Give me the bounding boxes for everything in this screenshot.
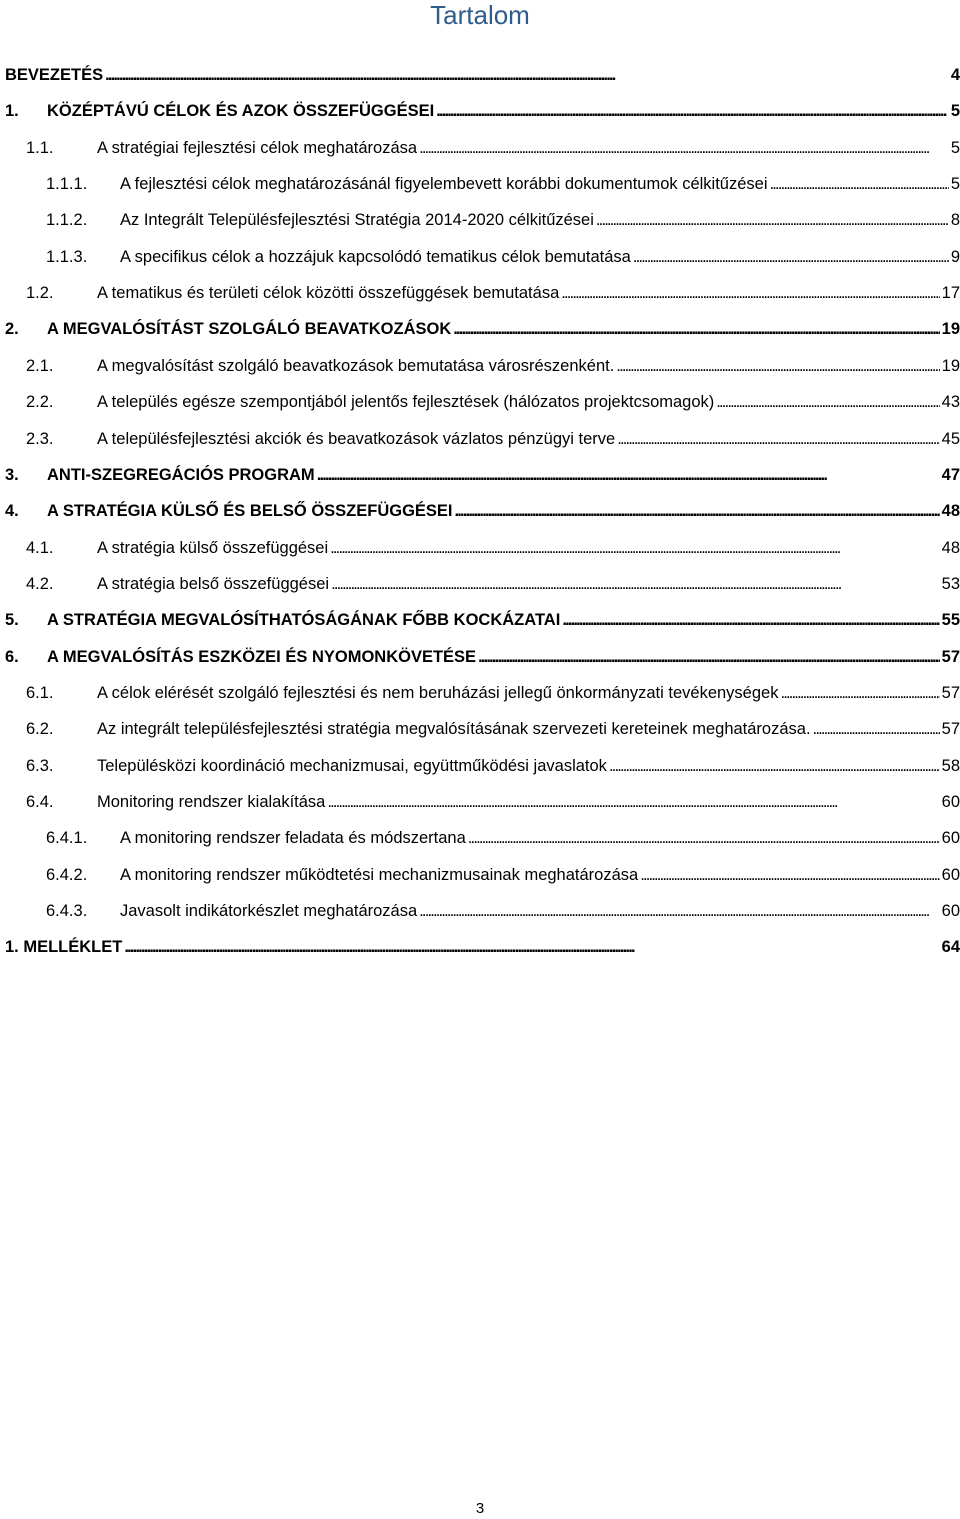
toc-entry-page: 8 [950, 211, 960, 229]
toc-leader [436, 100, 949, 122]
toc-entry[interactable] [46, 242, 960, 268]
toc-entry[interactable] [26, 133, 960, 159]
toc-leader [780, 682, 939, 704]
toc-entry-page: 60 [941, 793, 960, 811]
toc-entry-number: 6.2. [26, 720, 54, 738]
toc-leader [124, 936, 939, 958]
toc-entry-text: 1. MELLÉKLET [5, 938, 123, 956]
toc-entry-number: 6.3. [26, 757, 54, 775]
toc-entry-text: Javasolt indikátorkészlet meghatározása [120, 902, 418, 920]
toc-entry-number: 6.4. [26, 793, 54, 811]
toc-entry-page: 5 [950, 175, 960, 193]
toc-entry-text: Településközi koordináció mechanizmusai, együttműködési javaslatok [97, 757, 607, 775]
toc-entry-number: 4.1. [26, 539, 54, 557]
toc-leader [478, 646, 940, 668]
toc-entry-number: 5. [5, 611, 19, 629]
toc-entry[interactable] [26, 751, 960, 777]
toc-entry[interactable] [46, 860, 960, 886]
toc-leader [609, 755, 940, 777]
toc-entry[interactable] [26, 351, 960, 377]
toc-entry[interactable] [5, 314, 960, 340]
toc-entry-text: BEVEZETÉS [5, 66, 104, 84]
toc-entry-text: A specifikus célok a hozzájuk kapcsolódó tematikus célok bemutatása [120, 248, 631, 266]
toc-entry[interactable] [5, 460, 960, 486]
toc-entry-text: Az integrált településfejlesztési stratégia megvalósításának szervezeti kereteinek meghatározása. [97, 720, 811, 738]
toc-entry[interactable] [46, 823, 960, 849]
toc-entry-page: 5 [950, 102, 960, 120]
toc-entry-text: Az Integrált Településfejlesztési Stratégia 2014-2020 célkitűzései [120, 211, 594, 229]
toc-entry-number: 6.4.3. [46, 902, 88, 920]
toc-entry-text: A célok elérését szolgáló fejlesztési és nem beruházási jellegű önkormányzati tevékenységek [97, 684, 779, 702]
toc-entry-page: 55 [941, 611, 960, 629]
toc-entry[interactable] [5, 96, 960, 122]
toc-entry[interactable] [26, 678, 960, 704]
toc-leader [468, 827, 940, 849]
toc-leader [770, 173, 949, 195]
toc-entry[interactable] [5, 642, 960, 668]
toc-entry-text: A település egésze szempontjából jelentős fejlesztések (hálózatos projektcsomagok) [97, 393, 715, 411]
toc-entry[interactable] [26, 714, 960, 740]
toc-leader [105, 64, 949, 86]
toc-entry[interactable] [5, 60, 960, 86]
toc-leader [813, 718, 940, 740]
toc-entry[interactable] [5, 496, 960, 522]
toc-entry-number: 1.2. [26, 284, 54, 302]
toc-entry-page: 9 [950, 248, 960, 266]
toc-entry-text: A megvalósítást szolgáló beavatkozások bemutatása városrészenként. [97, 357, 615, 375]
toc-entry-number: 1.1.1. [46, 175, 88, 193]
toc-leader [331, 573, 940, 595]
toc-leader [562, 609, 939, 631]
toc-entry-page: 48 [941, 539, 960, 557]
toc-entry-text: A stratégia külső összefüggései [97, 539, 329, 557]
toc-entry-page: 47 [941, 466, 960, 484]
toc-entry-page: 57 [941, 684, 960, 702]
toc-entry-number: 2.1. [26, 357, 54, 375]
toc-entry-page: 19 [941, 357, 960, 375]
toc-entry-number: 2.3. [26, 430, 54, 448]
toc-leader [716, 391, 939, 413]
toc-leader [455, 500, 940, 522]
toc-entry[interactable] [46, 205, 960, 231]
toc-entry-page: 64 [941, 938, 960, 956]
toc-entry[interactable] [26, 387, 960, 413]
toc-entry[interactable] [26, 569, 960, 595]
toc-entry[interactable] [46, 169, 960, 195]
toc-entry-text: A stratégia belső összefüggései [97, 575, 330, 593]
toc-entry-number: 1. [5, 102, 19, 120]
toc-entry-text: KÖZÉPTÁVÚ CÉLOK ÉS AZOK ÖSSZEFÜGGÉSEI [47, 102, 435, 120]
toc-entry-page: 19 [941, 320, 960, 338]
toc-entry-number: 1.1. [26, 139, 54, 157]
toc-entry-page: 60 [941, 902, 960, 920]
toc-title: Tartalom [430, 0, 530, 30]
toc-entry-text: A STRATÉGIA MEGVALÓSÍTHATÓSÁGÁNAK FŐBB KOCKÁZATAI [47, 611, 561, 629]
toc-entry-page: 5 [950, 139, 960, 157]
toc-entry-number: 4.2. [26, 575, 54, 593]
toc-entry-text: Monitoring rendszer kialakítása [97, 793, 326, 811]
toc-entry-page: 45 [941, 430, 960, 448]
toc-entry-number: 1.1.2. [46, 211, 88, 229]
toc-entry-page: 57 [941, 648, 960, 666]
toc-entry-number: 2. [5, 320, 19, 338]
toc-entry-page: 60 [941, 866, 960, 884]
toc-entry-text: A monitoring rendszer működtetési mechanizmusainak meghatározása [120, 866, 639, 884]
toc-entry-text: A MEGVALÓSÍTÁS ESZKÖZEI ÉS NYOMONKÖVETÉSE [47, 648, 477, 666]
toc-entry-number: 1.1.3. [46, 248, 88, 266]
toc-leader [561, 282, 939, 304]
toc-leader [453, 318, 939, 340]
toc-entry-number: 3. [5, 466, 19, 484]
toc-entry[interactable] [5, 605, 960, 631]
toc-entry-number: 4. [5, 502, 19, 520]
toc-entry-number: 2.2. [26, 393, 54, 411]
toc-entry-page: 4 [950, 66, 960, 84]
toc-entry-text: A fejlesztési célok meghatározásánál figyelembevett korábbi dokumentumok célkitűzései [120, 175, 768, 193]
toc-entry-number: 6.4.2. [46, 866, 88, 884]
toc-entry-text: A MEGVALÓSÍTÁST SZOLGÁLÓ BEAVATKOZÁSOK [47, 320, 452, 338]
toc-entry-page: 58 [941, 757, 960, 775]
toc-leader [419, 900, 939, 922]
toc-leader [330, 537, 940, 559]
toc-entry[interactable] [26, 533, 960, 559]
page-number: 3 [475, 1500, 485, 1517]
toc-entry-text: A tematikus és területi célok közötti összefüggések bemutatása [97, 284, 560, 302]
toc-leader [327, 791, 939, 813]
toc-entry-page: 60 [941, 829, 960, 847]
toc-entry-number: 6. [5, 648, 19, 666]
toc-entry[interactable] [26, 787, 960, 813]
toc-entry-page: 53 [941, 575, 960, 593]
toc-leader [317, 464, 940, 486]
toc-entry[interactable] [46, 896, 960, 922]
toc-leader [633, 246, 949, 268]
toc-entry-text: ANTI-SZEGREGÁCIÓS PROGRAM [47, 466, 315, 484]
toc-entry-number: 6.4.1. [46, 829, 88, 847]
toc-entry-page: 48 [941, 502, 960, 520]
toc-entry-page: 17 [941, 284, 960, 302]
toc-leader [617, 428, 939, 450]
toc-entry-text: A STRATÉGIA KÜLSŐ ÉS BELSŐ ÖSSZEFÜGGÉSEI [47, 502, 453, 520]
toc-entry[interactable] [26, 278, 960, 304]
toc-entry-page: 43 [941, 393, 960, 411]
toc-leader [419, 137, 949, 159]
toc-entry-page: 57 [941, 720, 960, 738]
toc-entry-text: A településfejlesztési akciók és beavatkozások vázlatos pénzügyi terve [97, 430, 616, 448]
toc-entry-text: A stratégiai fejlesztési célok meghatározása [97, 139, 418, 157]
toc-leader [616, 355, 939, 377]
toc-entry[interactable] [5, 932, 960, 958]
toc-entry-number: 6.1. [26, 684, 54, 702]
toc-leader [640, 864, 939, 886]
toc-entry[interactable] [26, 424, 960, 450]
toc-leader [596, 209, 949, 231]
toc-entry-text: A monitoring rendszer feladata és módszertana [120, 829, 466, 847]
